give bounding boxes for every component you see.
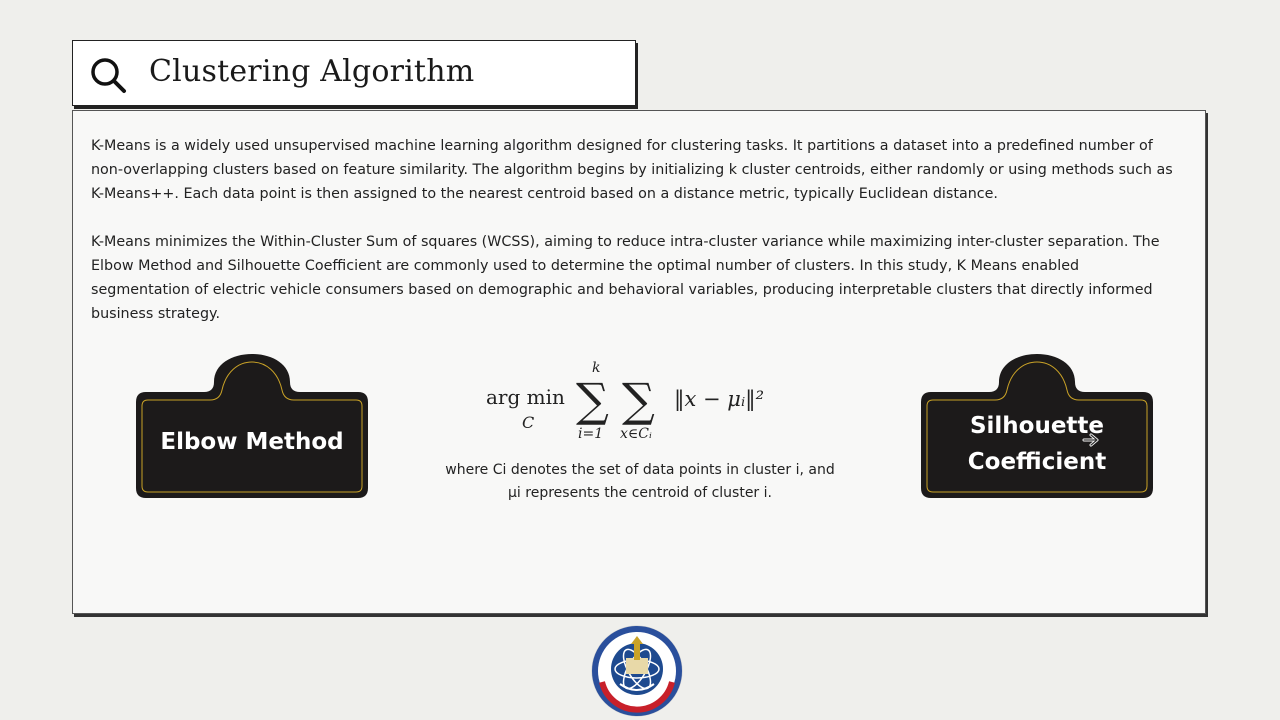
sum1-symbol: ∑ <box>576 373 609 427</box>
silhouette-coefficient-badge <box>921 354 1153 498</box>
sum1-bottom: i=1 <box>578 426 604 442</box>
search-icon <box>89 56 127 94</box>
silhouette-label-line1: Silhouette <box>969 413 1105 439</box>
kmeans-objective-formula <box>470 356 810 448</box>
cursor-icon <box>1082 432 1102 448</box>
sum2-symbol: ∑ <box>622 373 655 427</box>
paragraph-kmeans-wcss: K-Means minimizes the Within-Cluster Sum of squares (WCSS), aiming to reduce intra-cluster variance while maximizing inter-cluster separation. The Elbow Method and Silhouette Coefficient are commonly used to determine the optimal number of clusters. In this study, K Means enabled segmentation of electric vehicle consumers based on demographic and behavioral variables, producing interpretable clusters that directly informed business strategy. <box>91 234 1160 322</box>
sum1-top: k <box>592 360 601 376</box>
formula-norm: ‖x − μᵢ‖² <box>674 387 765 411</box>
sum2-bottom: x∈Cᵢ <box>620 426 652 442</box>
paragraph-kmeans-intro: K-Means is a widely used unsupervised machine learning algorithm designed for clustering tasks. It partitions a dataset into a predefined number of non-overlapping clusters based on feature similarity. The algorithm begins by initializing k cluster centroids, either randomly or using methods such as K-Means++. Each data point is then assigned to the nearest centroid based on a distance metric, typically Euclidean distance. <box>91 138 1173 202</box>
page-title: Clustering Algorithm <box>149 54 475 89</box>
formula-argmin-sub: C <box>522 413 535 432</box>
formula-argmin: arg min <box>486 385 565 409</box>
silhouette-label-line2: Coefficient <box>967 449 1107 475</box>
silhouette-coefficient-label <box>921 408 1153 480</box>
formula-note-line1: where Ci denotes the set of data points in cluster i, and <box>445 462 835 478</box>
elbow-method-label: Elbow Method <box>160 429 344 455</box>
university-logo <box>590 624 684 718</box>
title-bar <box>72 40 636 106</box>
formula-note-line2: μi represents the centroid of cluster i. <box>508 485 772 501</box>
elbow-method-badge <box>136 354 368 498</box>
formula-note <box>420 459 860 505</box>
